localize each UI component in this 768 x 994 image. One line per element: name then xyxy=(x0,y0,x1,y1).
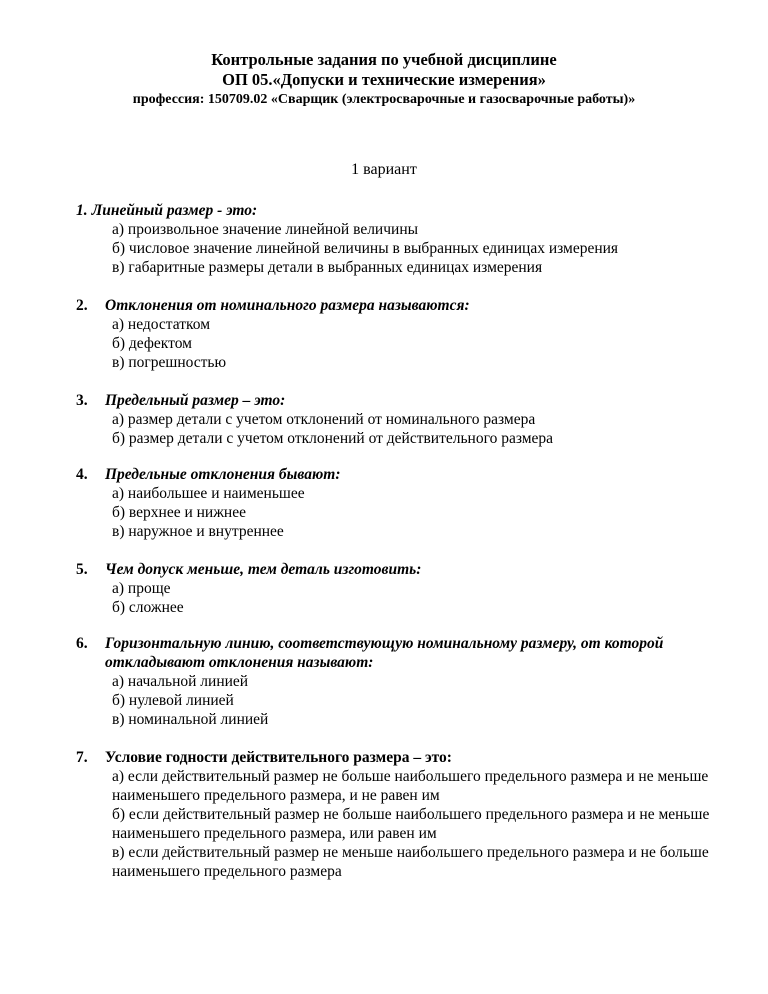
answer-option: б) сложнее xyxy=(112,599,184,616)
profession-line: профессия: 150709.02 «Сварщик (электросварочные и газосварочные работы)» xyxy=(132,92,636,107)
variant-label: 1 вариант xyxy=(351,161,417,178)
question-number: 6. xyxy=(76,635,88,652)
question-number: 2. xyxy=(76,297,88,314)
answer-option: а) если действительный размер не больше наибольшего предельного размера и не меньше наименьшего предельного размера, и не равен им xyxy=(112,768,709,804)
question-3 xyxy=(76,391,736,448)
answer-option: в) габаритные размеры детали в выбранных единицах измерения xyxy=(112,259,543,276)
question-text: Отклонения от номинального размера называются: xyxy=(105,297,470,314)
question-7 xyxy=(76,748,736,881)
question-text: Предельные отклонения бывают: xyxy=(105,466,341,483)
answer-option: в) наружное и внутреннее xyxy=(112,523,284,540)
question-text: Линейный размер - это: xyxy=(91,202,258,219)
answer-option: б) верхнее и нижнее xyxy=(112,504,246,521)
answer-option: б) размер детали с учетом отклонений от действительного размера xyxy=(112,430,554,447)
question-4 xyxy=(76,465,736,541)
document-title: Контрольные задания по учебной дисциплине xyxy=(211,50,557,69)
course-title: ОП 05.«Допуски и технические измерения» xyxy=(222,70,546,89)
answer-option: б) если действительный размер не больше наибольшего предельного размера и не меньше наименьшего предельного размера, или равен им xyxy=(112,806,710,842)
answer-option: в) номинальной линией xyxy=(112,711,269,728)
question-text: Горизонтальную линию, соответствующую номинальному размеру, от которой откладывают отклонения называют: xyxy=(105,635,664,671)
answer-option: б) дефектом xyxy=(112,335,192,352)
answer-option: б) числовое значение линейной величины в выбранных единицах измерения xyxy=(112,240,619,257)
answer-option: а) наибольшее и наименьшее xyxy=(112,485,305,502)
question-number: 1. xyxy=(76,202,88,219)
question-text: Чем допуск меньше, тем деталь изготовить: xyxy=(105,561,422,578)
question-2 xyxy=(76,296,736,372)
answer-option: а) произвольное значение линейной величины xyxy=(112,221,419,238)
answer-option: а) проще xyxy=(112,580,171,597)
question-text: Предельный размер – это: xyxy=(105,392,286,409)
answer-option: а) начальной линией xyxy=(112,673,249,690)
answer-option: в) если действительный размер не меньше наибольшего предельного размера и не больше наименьшего предельного размера xyxy=(112,844,709,880)
answer-option: в) погрешностью xyxy=(112,354,227,371)
answer-option: а) недостатком xyxy=(112,316,211,333)
question-text: Условие годности действительного размера – это: xyxy=(105,749,452,766)
question-number: 5. xyxy=(76,561,88,578)
question-1 xyxy=(76,201,736,277)
answer-option: б) нулевой линией xyxy=(112,692,234,709)
question-number: 3. xyxy=(76,392,88,409)
question-5 xyxy=(76,560,736,617)
question-6 xyxy=(76,634,736,729)
answer-option: а) размер детали с учетом отклонений от номинального размера xyxy=(112,411,536,428)
question-number: 7. xyxy=(76,749,88,766)
question-number: 4. xyxy=(76,466,88,483)
